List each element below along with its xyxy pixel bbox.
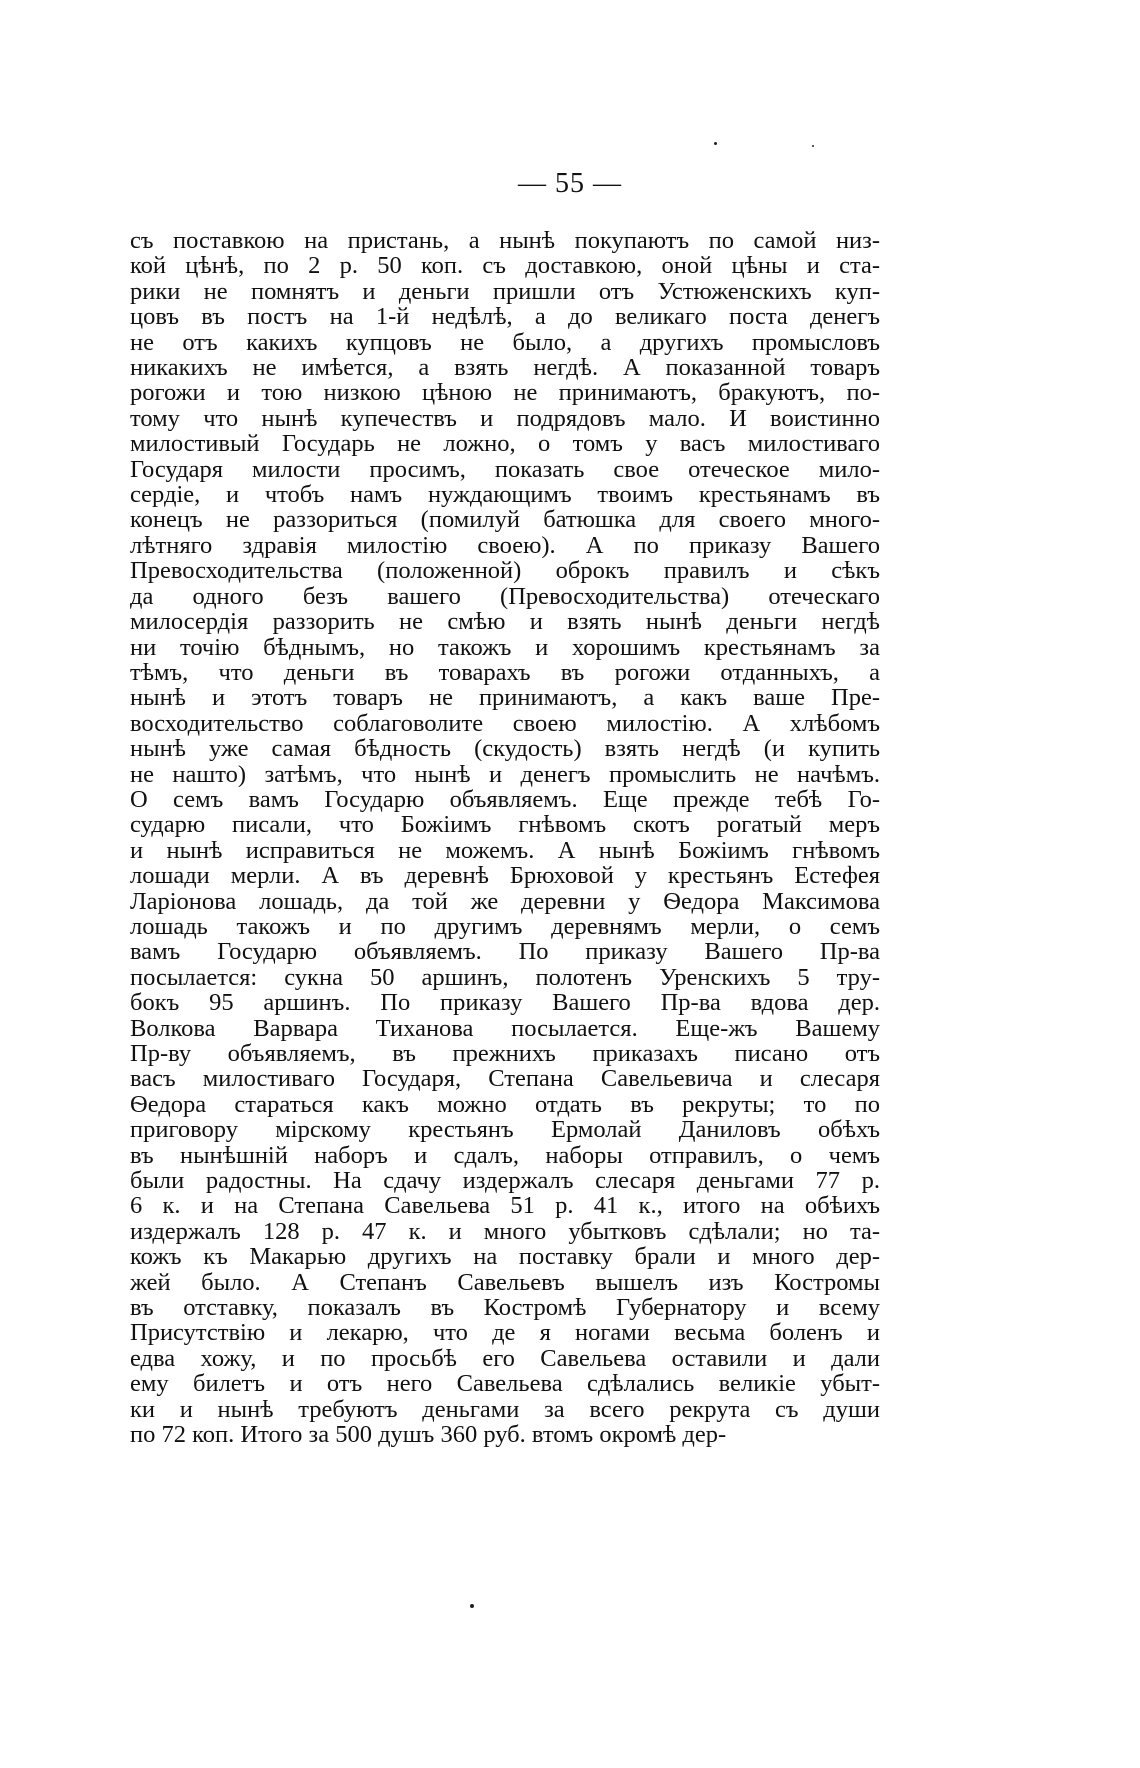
text-line: ки и нынѣ требуютъ деньгами за всего рекрута съ души xyxy=(130,1395,880,1423)
text-line: посылается: сукна 50 аршинъ, полотенъ Уренскихъ 5 тру- xyxy=(130,963,880,991)
text-line: издержалъ 128 р. 47 к. и много убытковъ сдѣлали; но та- xyxy=(130,1217,880,1245)
text-line: конецъ не раззориться (помилуй батюшка для своего много- xyxy=(130,506,880,534)
text-line: рики не помнятъ и деньги пришли отъ Устюженскихъ куп- xyxy=(130,277,880,305)
text-line: Пр-ву объявляемъ, въ прежнихъ приказахъ писано отъ xyxy=(130,1040,880,1067)
text-line: Ѳедора стараться какъ можно отдать въ рекруты; то по xyxy=(130,1090,880,1118)
text-line: не нашто) затѣмъ, что нынѣ и денегъ промыслить не начѣмъ. xyxy=(130,760,880,788)
text-line: Государя милости просимъ, показать свое отеческое мило- xyxy=(130,455,880,483)
text-line: были радостны. На сдачу издержалъ слесаря деньгами 77 р. xyxy=(130,1167,880,1195)
text-line: никакихъ не имѣется, а взять негдѣ. А показанной товаръ xyxy=(130,354,880,382)
text-line: въ отставку, показалъ въ Костромѣ Губернатору и всему xyxy=(130,1294,880,1322)
print-speck xyxy=(812,145,814,147)
text-line: рогожи и тою низкою цѣною не принимаютъ, бракуютъ, по- xyxy=(130,379,880,407)
text-line: не отъ какихъ купцовъ не было, а другихъ промысловъ xyxy=(130,328,880,356)
text-line: восходительство соблаговолите своею милостію. А хлѣбомъ xyxy=(130,709,880,737)
text-line: и нынѣ исправиться не можемъ. А нынѣ Божіимъ гнѣвомъ xyxy=(130,836,880,864)
text-line: сердіе, и чтобъ намъ нуждающимъ твоимъ крестьянамъ въ xyxy=(130,481,880,509)
text-line: ни точію бѣднымъ, но такожъ и хорошимъ крестьянамъ за xyxy=(130,633,880,661)
text-line: лошади мерли. А въ деревнѣ Брюховой у крестьянъ Естефея xyxy=(130,862,880,890)
page-number: — 55 — xyxy=(518,168,622,199)
text-line: ему билетъ и отъ него Савельева сдѣлались великіе убыт- xyxy=(130,1370,880,1398)
print-speck xyxy=(470,1604,474,1608)
text-line: лѣтняго здравія милостію своею). А по приказу Вашего xyxy=(130,531,880,559)
text-line: тому что нынѣ купечествъ и подрядовъ мало. И воистинно xyxy=(130,404,880,432)
text-line: приговору мірскому крестьянъ Ермолай Даниловъ обѣхъ xyxy=(130,1116,880,1144)
text-line: Ларіонова лошадь, да той же деревни у Ѳедора Максимова xyxy=(130,887,880,915)
text-line: жей было. А Степанъ Савельевъ вышелъ изъ Костромы xyxy=(130,1268,880,1296)
text-line: съ поставкою на пристань, а нынѣ покупаютъ по самой низ- xyxy=(130,227,880,254)
text-line: Присутствію и лекарю, что де я ногами весьма боленъ и xyxy=(130,1319,880,1347)
text-line: цовъ въ постъ на 1-й недѣлѣ, а до великаго поста денегъ xyxy=(130,303,880,331)
text-line: О семъ вамъ Государю объявляемъ. Еще прежде тебѣ Го- xyxy=(130,785,880,813)
print-speck xyxy=(714,142,717,145)
text-line: сударю писали, что Божіимъ гнѣвомъ скотъ рогатый меръ xyxy=(130,811,880,839)
text-line: въ нынѣшній наборъ и сдалъ, наборы отправилъ, о чемъ xyxy=(130,1141,880,1169)
text-line: бокъ 95 аршинъ. По приказу Вашего Пр-ва вдова дер. xyxy=(130,989,880,1017)
text-line: вамъ Государю объявляемъ. По приказу Вашего Пр-ва xyxy=(130,938,880,966)
text-line: васъ милостиваго Государя, Степана Савельевича и слесаря xyxy=(130,1065,880,1093)
text-line: нынѣ и этотъ товаръ не принимаютъ, а какъ ваше Пре- xyxy=(130,684,880,712)
text-line: едва хожу, и по просьбѣ его Савельева оставили и дали xyxy=(130,1344,880,1372)
text-line: по 72 коп. Итого за 500 душъ 360 руб. втомъ окромѣ дер- xyxy=(130,1421,727,1449)
text-line: 6 к. и на Степана Савельева 51 р. 41 к., итого на обѣихъ xyxy=(130,1192,880,1220)
text-line: милосердія раззорить не смѣю и взять нынѣ деньги негдѣ xyxy=(130,608,880,636)
text-line: лошадь такожъ и по другимъ деревнямъ мерли, о семъ xyxy=(130,912,880,940)
text-line: кожъ къ Макарью другихъ на поставку брали и много дер- xyxy=(130,1243,880,1271)
text-line: да одного безъ вашего (Превосходительства) отеческаго xyxy=(130,582,880,610)
body-text xyxy=(130,228,880,1448)
text-line: нынѣ уже самая бѣдность (скудость) взять негдѣ (и купить xyxy=(130,735,880,763)
text-line: тѣмъ, что деньги въ товарахъ въ рогожи отданныхъ, а xyxy=(130,658,880,686)
text-line: кой цѣнѣ, по 2 р. 50 коп. съ доставкою, оной цѣны и ста- xyxy=(130,252,880,280)
text-line: Волкова Варвара Тиханова посылается. Еще-жъ Вашему xyxy=(130,1014,880,1042)
text-line: Превосходительства (положенной) оброкъ правилъ и сѣкъ xyxy=(130,557,880,585)
text-line: милостивый Государь не ложно, о томъ у васъ милостиваго xyxy=(130,430,880,458)
